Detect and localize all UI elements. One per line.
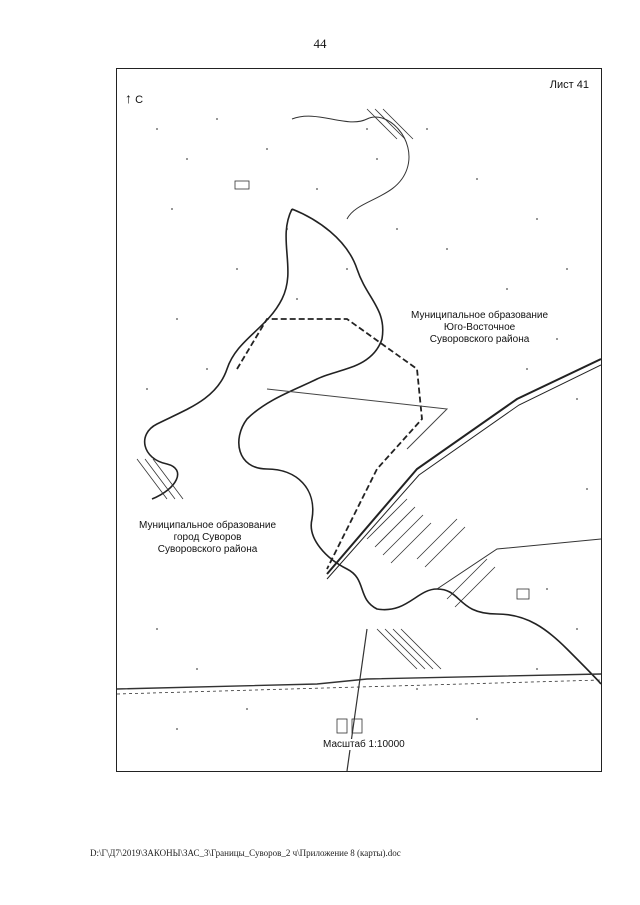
road-main <box>327 359 601 574</box>
region-label-west <box>137 519 278 557</box>
region-west-line2: город Суворов <box>173 532 242 543</box>
scale-label: Масштаб 1:10000 <box>323 739 405 750</box>
north-label: С <box>135 94 144 106</box>
region-west-line3: Суворовского района <box>157 544 258 555</box>
north-arrow-icon: ↑ <box>125 90 132 106</box>
settlement-hatching <box>137 109 495 669</box>
road-edge <box>327 365 601 579</box>
buildings <box>235 181 529 733</box>
page-number: 44 <box>313 36 327 51</box>
map-drawing <box>117 69 601 771</box>
footer-file-path: D:\Г\Д7\2019\ЗАКОНЫ\ЗАС_3\Границы_Суворов_2 ч\Приложение 8 (карты).doc <box>90 848 401 858</box>
region-east-line3: Суворовского района <box>429 334 530 345</box>
region-label-east <box>409 309 550 347</box>
river <box>145 209 601 684</box>
sheet-label: Лист 41 <box>549 79 589 91</box>
region-east-line1: Муниципальное образование <box>411 310 549 321</box>
region-west-line1: Муниципальное образование <box>139 520 277 531</box>
region-east-line2: Юго-Восточное <box>443 322 516 333</box>
road-east <box>437 539 601 589</box>
map-frame <box>116 68 602 772</box>
vegetation-dots <box>146 118 588 730</box>
north-indicator <box>125 91 143 106</box>
stream <box>292 116 409 219</box>
